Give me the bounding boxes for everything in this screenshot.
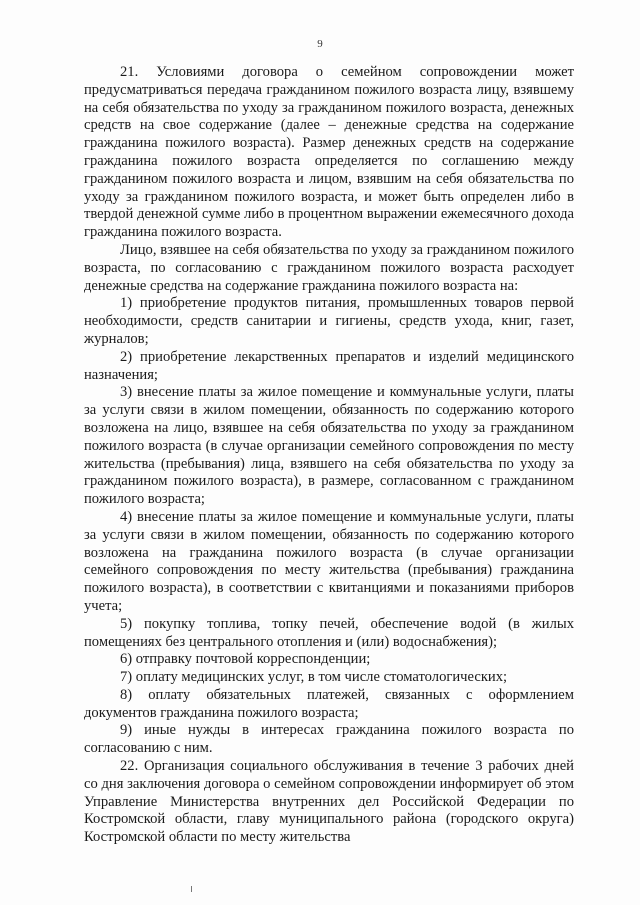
scan-mark bbox=[191, 886, 192, 892]
document-body bbox=[84, 64, 574, 847]
paragraph-expenses-intro: Лицо, взявшее на себя обязательства по уходу за гражданином пожилого возраста, по согласованию с гражданином пожилого возраста расходует денежные средства на содержание гражданина пожилого возраста на: bbox=[84, 241, 574, 294]
paragraph-22: 22. Организация социального обслуживания в течение 3 рабочих дней со дня заключения договора о семейном сопровождении информирует об этом Управление Министерства внутренних дел Российской Федерации по Костромской области, главу муниципального района (городского округа) Костромской области по месту жительства bbox=[84, 758, 574, 846]
list-item-5: 5) покупку топлива, топку печей, обеспечение водой (в жилых помещениях без центрального отопления и (или) водоснабжения); bbox=[84, 615, 574, 650]
list-item-4: 4) внесение платы за жилое помещение и коммунальные услуги, платы за услуги связи в жилом помещении, обязанность по содержанию которого возложена на гражданина пожилого возраста (в случае организации семейного сопровождения по месту жительства (пребывания) гражданина пожилого возраста), в соответствии с квитанциями и показаниями приборов учета; bbox=[84, 508, 574, 614]
list-item-3: 3) внесение платы за жилое помещение и коммунальные услуги, платы за услуги связи в жилом помещении, обязанность по содержанию которого возложена на лицо, взявшее на себя обязательства по уходу за гражданином пожилого возраста (в случае организации семейного сопровождения по месту жительства (пребывания) лица, взявшего на себя обязательства по уходу за гражданином пожилого возраста), в размере, согласованном с гражданином пожилого возраста; bbox=[84, 384, 574, 508]
page-number: 9 bbox=[317, 38, 323, 50]
list-item-8: 8) оплату обязательных платежей, связанных с оформлением документов гражданина пожилого возраста; bbox=[84, 686, 574, 721]
list-item-1: 1) приобретение продуктов питания, промышленных товаров первой необходимости, средств санитарии и гигиены, средств ухода, книг, газет, журналов; bbox=[84, 295, 574, 347]
list-item-6: 6) отправку почтовой корреспонденции; bbox=[120, 651, 371, 668]
list-item-2: 2) приобретение лекарственных препаратов и изделий медицинского назначения; bbox=[84, 348, 574, 383]
paragraph-21: 21. Условиями договора о семейном сопровождении может предусматриваться передача гражданином пожилого возраста лицу, взявшему на себя обязательства по уходу за гражданином пожилого возраста, денежных средств на свое содержание (далее – денежные средства на содержание гражданина пожилого возраста). Размер денежных средств на содержание гражданина пожилого возраста определяется по соглашению между гражданином пожилого возраста и лицом, взявшим на себя обязательства по уходу за гражданином пожилого возраста, и может быть определен либо в твердой денежной сумме либо в процентном выражении ежемесячного дохода гражданина пожилого возраста. bbox=[84, 64, 574, 241]
list-item-9: 9) иные нужды в интересах гражданина пожилого возраста по согласованию с ним. bbox=[84, 722, 574, 757]
list-item-7: 7) оплату медицинских услуг, в том числе стоматологических; bbox=[120, 669, 508, 686]
